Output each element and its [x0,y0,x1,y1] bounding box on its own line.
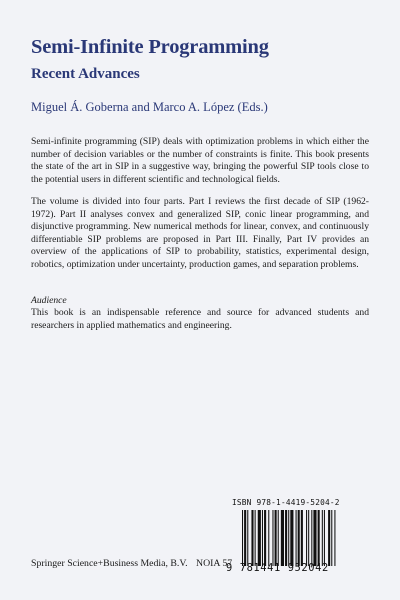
barcode-bar [272,510,273,566]
description-paragraph-1: Semi-infinite programming (SIP) deals with optimization problems in which either the number of decision variables or the number of constraints is finite. This book presents the state of the art in SIP in a suggestive way, bringing the powerful SIP tools close to the potential users in different scientific and technological fields. [31,136,369,185]
barcode-bar [275,510,277,566]
barcode-bar [255,510,256,566]
barcode-bar [311,510,312,566]
description-paragraph-2: The volume is divided into four parts. Part I reviews the first decade of SIP (1962-1972). Part II analyses convex and generalized SIP, conic linear programming, and disjunctive programming. New numerical methods for linear, convex, and continuously differentiable SIP problems are proposed in Part III. Finally, Part IV provides an overview of the applications of SIP to probability, statistics, experimental design, robotics, optimization under uncertainty, production games, and separation problems. [31,196,369,270]
barcode-bar [328,510,330,566]
barcode-bar [313,510,316,566]
book-subtitle: Recent Advances [31,66,140,82]
barcode-bar [290,510,293,566]
barcode-bar [322,510,323,566]
barcode-bar [251,510,253,566]
barcode-bar [244,510,246,566]
barcode-bar [268,510,269,566]
barcode-bar [278,510,279,566]
barcode-bar [264,510,266,566]
publisher-name: Springer Science+Business Media, B.V. [31,558,188,569]
series-number: NOIA 57 [196,558,233,569]
book-title: Semi-Infinite Programming [31,36,269,58]
barcode-bar [258,510,261,566]
audience-text: This book is an indispensable reference and source for advanced students and researchers in applied mathematics and engineering. [31,307,369,331]
barcode-bar [308,510,309,566]
barcode-bar [285,510,287,566]
barcode-bar [306,510,307,566]
barcode [226,498,372,580]
audience-label: Audience [31,295,67,306]
barcode-digits: 9 781441 952042 [226,562,329,574]
barcode-bar [296,510,297,566]
barcode-bar [334,510,335,566]
barcode-bar [288,510,289,566]
book-authors: Miguel Á. Goberna and Marco A. López (Eds.) [31,100,268,114]
barcode-bar [281,510,284,566]
barcode-bar [247,510,248,566]
barcode-bar [331,510,332,566]
barcode-bar [262,510,263,566]
barcode-bar [301,510,303,566]
barcode-bar [242,510,243,566]
isbn-text: ISBN 978-1-4419-5204-2 [232,498,340,507]
barcode-bar [298,510,300,566]
barcode-bar [318,510,320,566]
barcode-bar [324,510,325,566]
barcode-bars-graphic [242,510,370,566]
